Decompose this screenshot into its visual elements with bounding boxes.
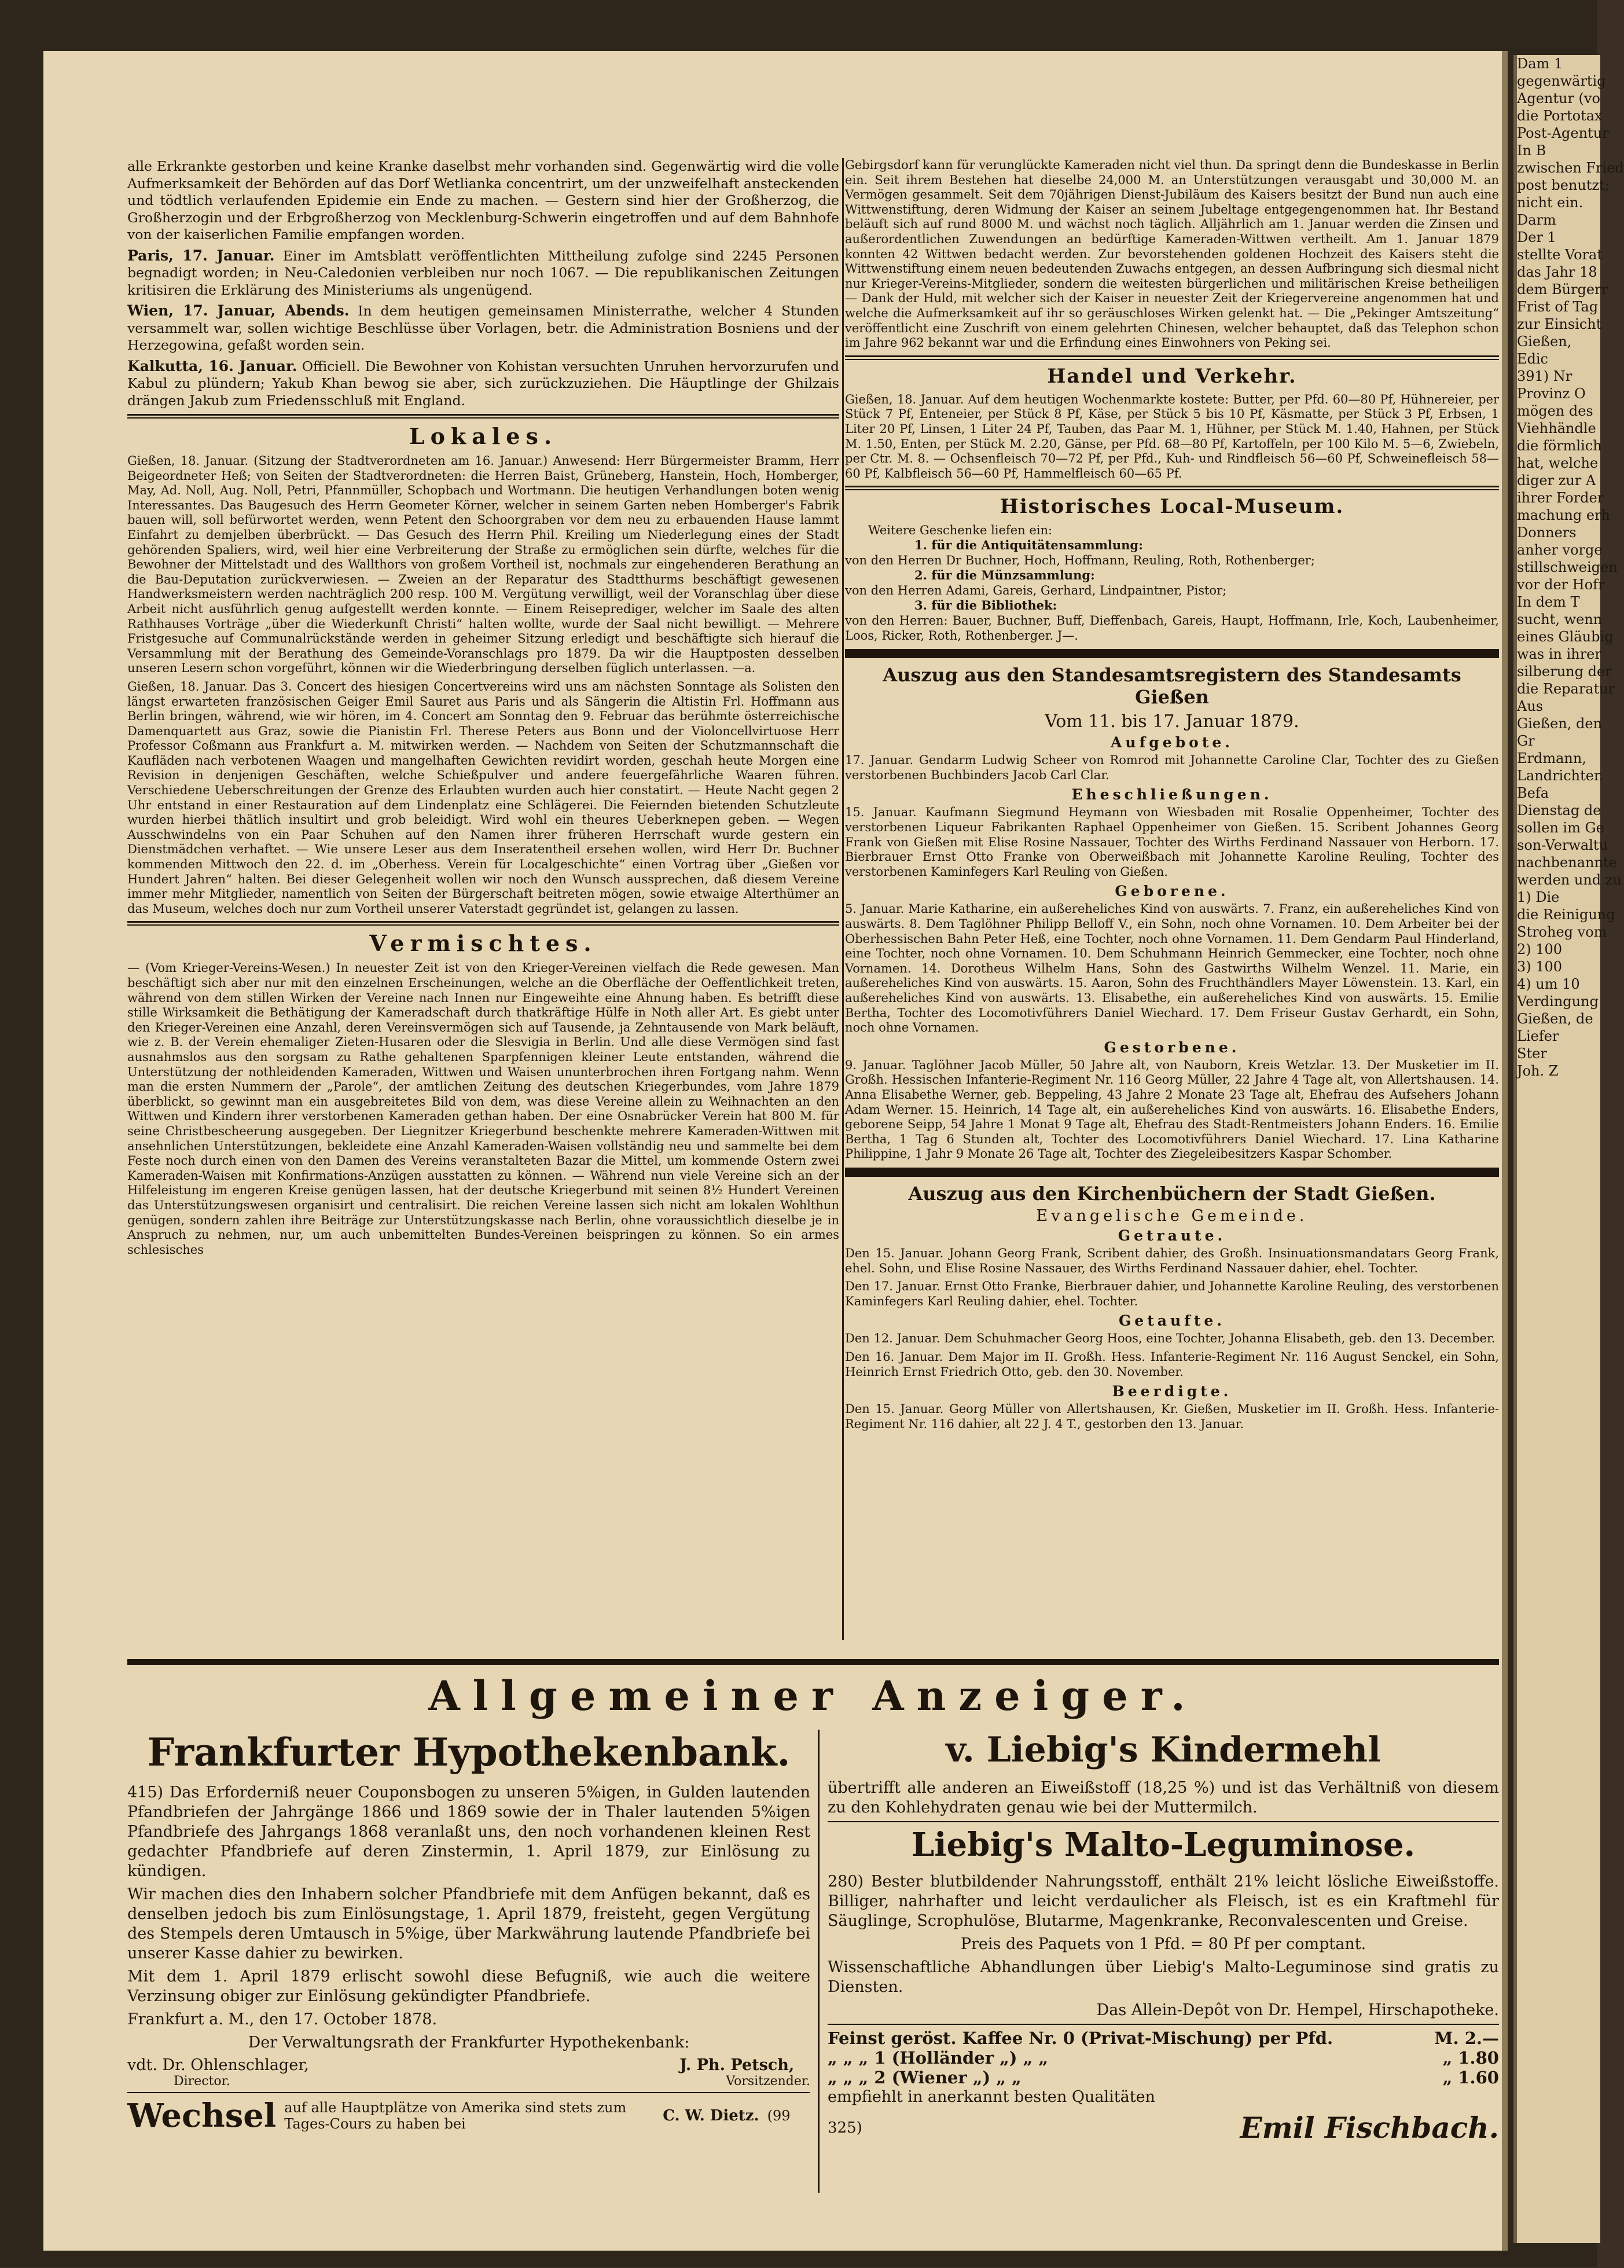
- news-text: Officiell. Die Bewohner von Kohistan versuchten Unruhen hervorzurufen und Kabul zu plündern; Yakub Khan bewog sie aber, sich zurückzuziehen. Die Häuptlinge der Ghilzais drängen Jakub zum Friedensschluß mit England.: [127, 358, 839, 409]
- edge-text-fragment: Darm: [1517, 212, 1556, 228]
- getraute-entry: Den 15. Januar. Johann Georg Frank, Scribent dahier, des Großh. Insinuationsmandatars Georg Frank, ehel. Sohn, und Elise Rosine Nassauer, des Wirths Ferdinand Nassauer dahier, ehel. Tochter.: [845, 1246, 1499, 1275]
- edge-text-fragment: 2) 100: [1517, 941, 1563, 957]
- edge-text-fragment: hat, welche: [1517, 455, 1599, 471]
- ads-column-divider: [818, 1730, 820, 2193]
- edge-text-fragment: Frist of Tag: [1517, 299, 1599, 315]
- edge-text-fragment: die Portotax: [1517, 108, 1603, 124]
- news-dateline: Paris, 17. Januar.: [127, 247, 275, 264]
- getaufte-entry: Den 12. Januar. Dem Schuhmacher Georg Hoos, eine Tochter, Johanna Elisabeth, geb. den 13. December.: [845, 1331, 1496, 1346]
- subheading-aufgebote: Aufgebote.: [1110, 734, 1234, 751]
- section-heading-kirchenbuecher: Auszug aus den Kirchenbüchern der Stadt Gießen.: [908, 1182, 1436, 1205]
- right-column: [845, 158, 1499, 1646]
- ad-wechsel: [127, 2097, 810, 2135]
- coffee-price-row: [828, 2068, 1499, 2087]
- lokales-item: Gießen, 18. Januar. Das 3. Concert des hiesigen Concertvereins wird uns am nächsten Sonntage als Solisten den längst erwarteten französischen Geiger Emil Sauret aus Paris und als Sängerin die Altistin Frl. Hoffmann aus Berlin bringen, während, wie wir hören, im 4. Concert am Sonntag den 9. Februar das berühmte österreichische Damenquartett aus Graz, sowie die Pianistin Frl. Therese Peters aus Bonn und der Violoncellvirtuose Herr Professor Coßmann aus Frankfurt a. M. mitwirken werden. — Nachdem von Seiten der Schutzmannschaft die Kaufläden nach verbotenen Waagen und mangelhaften Gewichten revidirt worden, geschah heute Morgen eine Revision in denjenigen Geschäften, welche Schießpulver und andere feuergefährliche Waaren führen. Verschiedene Ueberschreitungen der Grenze des Erlaubten wurden auch hier constatirt. — Heute Nacht gegen 2 Uhr entstand in einer Restauration auf dem Lindenplatz eine Schlägerei. Die Feiernden bietenden Schutzleute wurden hierbei thätlich insultirt und grob beleidigt. Wird wohl ein theures Ueberknepen geben. — Wegen Ausschwindelns von ein Paar Schuhen auf den Namen ihrer früheren Herrschaft wurde gestern ein Dienstmädchen verhaftet. — Wie unsere Leser aus dem Inseratentheil ersehen wollen, wird Herr Dr. Buchner kommenden Mittwoch den 22. d. im „Oberhess. Verein für Localgeschichte“ einen Vortrag über „Gießen vor Hundert Jahren“ halten. Bei dieser Gelegenheit wollen wir noch den Wunsch aussprechen, daß diesem Vereine immer mehr Mitglieder, namentlich von Seiten der Bürgerschaft beitreten mögen, sowie etwaige Alterthümer an das Museum, welches doch nur zum Vortheil unserer Vaterstadt gegründet ist, gelangen zu lassen.: [127, 679, 839, 916]
- geborene-text: 5. Januar. Marie Katharine, ein außereheliches Kind von auswärts. 7. Franz, ein außereheliches Kind von auswärts. 8. Dem Taglöhner Philipp Belloff V., ein Sohn, noch ohne Vornamen. 10. Dem Arbeiter bei der Oberhessischen Bahn Peter Heß, eine Tochter, noch ohne Vornamen. 11. Dem Gendarm Paul Hinderland, eine Tochter, noch ohne Vornamen. 10. Dem Schuhmann Heinrich Gemmecker, eine Tochter, noch ohne Vornamen. 14. Dorotheus Wilhelm Hans, Sohn des Gastwirths Wilhelm Wenzel. 11. Marie, ein außereheliches Kind von auswärts. 15. Aaron, Sohn des Fruchthändlers Mayer Löwenstein. 13. Karl, ein außereheliches Kind von auswärts. 13. Elisabethe, ein außereheliches Kind von auswärts. 15. Emilie Bertha, Tochter des Locomotivführers Daniel Wiechard. 17. Dem Friseur Gustav Gerhardt, ein Sohn, noch ohne Vornamen.: [845, 902, 1499, 1035]
- signer-name: J. Ph. Petsch,: [679, 2056, 795, 2074]
- edge-text-fragment: 3) 100: [1517, 959, 1563, 975]
- news-item-paris: [127, 247, 839, 299]
- edge-text-fragment: Agentur (vo: [1517, 90, 1600, 107]
- coffee-label: „ „ „ 1 (Holländer „) „ „: [828, 2048, 1049, 2068]
- edge-text-fragment: Gießen, de: [1517, 1011, 1593, 1027]
- newspaper-page: [43, 51, 1508, 2251]
- malto-price: Preis des Paquets von 1 Pfd. = 80 Pf per comptant.: [960, 1935, 1366, 1953]
- edge-text-fragment: Verdingung: [1517, 993, 1599, 1010]
- subheading-beerdigte: Beerdigte.: [1112, 1383, 1232, 1400]
- news-item-kalkutta: [127, 358, 839, 410]
- edge-text-fragment: Gießen,: [1517, 333, 1572, 350]
- ads-heading: Allgemeiner Anzeiger.: [428, 1672, 1198, 1720]
- edge-text-fragment: post benutzt;: [1517, 177, 1610, 193]
- edge-text-fragment: Aus: [1517, 698, 1544, 714]
- coffee-price: M. 2.—: [1434, 2028, 1499, 2048]
- edge-text-fragment: Provinz O: [1517, 386, 1586, 402]
- kindermehl-text: übertrifft alle anderen an Eiweißstoff (18,25 %) und ist das Verhältniß von diesem zu den Kohlehydraten genau wie bei der Muttermilch.: [828, 1779, 1499, 1816]
- edge-text-fragment: stellte Vorat: [1517, 247, 1603, 263]
- edge-text-fragment: son-Verwaltu: [1517, 837, 1608, 853]
- section-heading-handel: Handel und Verkehr.: [1047, 364, 1297, 388]
- section-divider: [127, 414, 839, 419]
- signer-name: vdt. Dr. Ohlenschlager,: [127, 2056, 309, 2074]
- edge-text-fragment: Erdmann,: [1517, 750, 1586, 766]
- wechsel-word: Wechsel: [127, 2097, 277, 2135]
- seller-name: Emil Fischbach.: [1240, 2111, 1499, 2145]
- subheading-gemeinde: Evangelische Gemeinde.: [1036, 1206, 1308, 1225]
- edge-text-fragment: Donners: [1517, 524, 1577, 541]
- edge-text-fragment: mögen des: [1517, 403, 1593, 419]
- edge-text-fragment: In dem T: [1517, 594, 1580, 610]
- signer-role: Vorsitzender.: [726, 2074, 810, 2089]
- ads-rule: [127, 1659, 1499, 1665]
- standesamt-date: Vom 11. bis 17. Januar 1879.: [1045, 711, 1299, 732]
- market-report: [845, 392, 1499, 482]
- museum-item: 2. für die Münzsammlung:: [914, 568, 1095, 583]
- continued-paragraph: Gebirgsdorf kann für verunglückte Kameraden nicht viel thun. Da springt denn die Bundeskasse in Berlin ein. Seit ihrem Bestehen hat dieselbe 24,000 M. an Unterstützungen verausgabt und 30,000 M. an Vermögen gesammelt. Seit dem 70jährigen Dienst-Jubiläum des Kaisers besitzt der Bund nun auch eine Wittwenstiftung, deren Widmung der Kaiser an seinem Jubeltage entgegengenommen hat. Ihr Bestand beläuft sich auf rund 8000 M. und wächst noch täglich. Alljährlich am 1. Januar werden die Zinsen und außerordentlichen Zuwendungen an bedürftige Kameraden-Wittwen vertheilt. Am 1. Januar 1879 konnten 42 Wittwen bedacht werden. Zur bevorstehenden goldenen Hochzeit des Kaisers steht die Wittwenstiftung einem neuen bedeutenden Zuwachs entgegen, an dessen Aufbringung sich diesmal nicht nur Krieger-Vereins-Mitglieder, sondern die weitesten bürgerlichen und militärischen Kreise betheiligen — Dank der Huld, mit welcher sich der Kaiser in neuester Zeit der Kriegervereine angenommen hat und welche die Aufmerksamkeit auf ihr so geräuschloses Wirken gelenkt hat. — Die „Pekinger Amtszeitung“ veröffentlicht eine Zuschrift von einem gelehrten Chinesen, welcher behauptet, daß das Telephon schon im Jahre 962 bekannt war und die Erfindung eines Einwohners von Peking sei.: [845, 158, 1499, 350]
- wechsel-firm: C. W. Dietz.: [663, 2107, 759, 2124]
- edge-text-fragment: Gr: [1517, 733, 1535, 749]
- edge-text-fragment: Landrichter.: [1517, 768, 1604, 784]
- getraute-entry: Den 17. Januar. Ernst Otto Franke, Bierbrauer dahier, und Johannette Karoline Reuling, des verstorbenen Kaminfegers Karl Reuling dahier, ehel. Tochter.: [845, 1279, 1499, 1308]
- edge-text-fragment: 4) um 10: [1517, 976, 1580, 992]
- coffee-label: „ „ „ 2 (Wiener „) „ „: [828, 2068, 1022, 2087]
- edge-text-fragment: anher vorge: [1517, 542, 1603, 558]
- section-divider: [127, 921, 839, 926]
- adjacent-page-edge: [1513, 55, 1624, 2243]
- wechsel-text: auf alle Hauptplätze von Amerika sind stets zum Tages-Cours zu haben bei: [284, 2100, 627, 2132]
- aufgebote-text: 17. Januar. Gendarm Ludwig Scheer von Romrod mit Johannette Caroline Clar, Tochter des zu Gießen verstorbenen Buchbinders Jacob Carl Clar.: [845, 753, 1499, 782]
- edge-text-fragment: sucht, wenn: [1517, 611, 1603, 627]
- coffee-label: Feinst geröst. Kaffee Nr. 0 (Privat-Mischung) per Pfd.: [828, 2028, 1333, 2048]
- section-divider: [845, 355, 1499, 360]
- edge-text-fragment: machung erh: [1517, 507, 1611, 523]
- edge-text-fragment: diger zur A: [1517, 472, 1596, 489]
- signer-role: Director.: [174, 2074, 230, 2089]
- edge-text-fragment: Dienstag de: [1517, 802, 1601, 819]
- malto-treatises: Wissenschaftliche Abhandlungen über Liebig's Malto-Leguminose sind gratis zu Diensten.: [828, 1958, 1499, 1996]
- market-prices: Gießen, 18. Januar. Auf dem heutigen Wochenmarkte kostete: Butter, per Pfd. 60—80 Pf, Hühnereier, per Stück 7 Pf, Enteneier, per Stück 8 Pf, Käse, per Stück 5 bis 10 Pf, Käsmatte, per Stück 3 Pf, Erbsen, 1 Liter 20 Pf, Linsen, 1 Liter 24 Pf, Tauben, das Paar M. 1, Hühner, per Stück M. 1.40, Hahnen, per Stück M. 1.50, Enten, per Stück M. 2.20, Gänse, per Pfd. 68—80 Pf, Kartoffeln, per 100 Kilo M. 5—6, Zwiebeln, per Ctr. M. 8. — Ochsenfleisch 70—72 Pf, per Pfd., Kuh- und Rindfleisch 56—60 Pf, Schweinefleisch 58—60 Pf, Kalbfleisch 56—60 Pf, Hammelfleisch 60—65 Pf.: [845, 392, 1499, 480]
- malto-depot: Das Allein-Depôt von Dr. Hempel, Hirschapotheke.: [1096, 2001, 1499, 2019]
- vermischtes-continued: [845, 158, 1499, 351]
- gestorbene-text: 9. Januar. Taglöhner Jacob Müller, 50 Jahre alt, von Nauborn, Kreis Wetzlar. 13. Der Musketier im II. Großh. Hessischen Infanterie-Regiment Nr. 116 Georg Müller, 22 Jahre 4 Tage alt, von Allertshausen. 14. Anna Elisabethe Werner, geb. Beppeling, 43 Jahre 2 Monate 23 Tage alt, Ehefrau des Aufsehers Johann Adam Werner. 15. Heinrich, 14 Tage alt, ein außereheliches Kind von auswärts. 16. Elisabethe Enders, geborene Seipp, 54 Jahre 1 Monat 9 Tage alt, Ehefrau des Stadt-Rentmeisters Johann Enders. 16. Emilie Bertha, 1 Tag 6 Stunden alt, Tochter des Locomotivführers Daniel Wiechard. 17. Lina Katharine Philippine, 1 Jahr 9 Monate 26 Tage alt, Tochter des Ziegeleibesitzers Kaspar Schomber.: [845, 1058, 1499, 1161]
- edge-text-fragment: was in ihrer: [1517, 646, 1601, 662]
- ad-liebig: [828, 1730, 1499, 2268]
- edge-text-fragment: stillschweigen: [1517, 559, 1618, 575]
- subheading-getaufte: Getaufte.: [1118, 1312, 1226, 1330]
- edge-text-fragment: In B: [1517, 142, 1546, 159]
- coffee-price-row: [828, 2028, 1499, 2048]
- edge-text-fragment: eines Gläubig: [1517, 629, 1614, 645]
- bank-place-date: Frankfurt a. M., den 17. October 1878.: [127, 2010, 438, 2028]
- bank-notice: Mit dem 1. April 1879 erlischt sowohl diese Befugniß, wie auch die weitere Verzinsung obiger zur Einlösung gekündigter Pfandbriefe.: [127, 1968, 810, 2005]
- section-heading-standesamt: Auszug aus den Standesamtsregistern des Standesamts Gießen: [883, 664, 1461, 709]
- malto-title: Liebig's Malto-Leguminose.: [911, 1826, 1416, 1864]
- edge-text-fragment: zwischen Fried: [1517, 160, 1624, 176]
- section-heading-vermischtes: Vermischtes.: [369, 930, 597, 957]
- lokales-section: [127, 454, 839, 916]
- left-column: [127, 158, 839, 1646]
- edge-text-fragment: gegenwärtig: [1517, 73, 1606, 89]
- edge-text-fragment: die förmlich: [1517, 438, 1602, 454]
- edge-text-fragment: werden und zu: [1517, 872, 1622, 888]
- news-text: In dem heutigen gemeinsamen Ministerrathe, welcher 4 Stunden versammelt war, sollen wichtige Beschlüsse über Vorlagen, betr. die Administration Bosniens und der Herzegowina, gefaßt worden sein.: [127, 303, 839, 353]
- edge-text-fragment: 391) Nr: [1517, 368, 1572, 384]
- edge-text-fragment: Der 1: [1517, 229, 1556, 245]
- edge-text-fragment: das Jahr 18: [1517, 264, 1597, 280]
- edge-text-fragment: Edic: [1517, 351, 1548, 367]
- museum-intro: Weitere Geschenke liefen ein:: [868, 523, 1053, 538]
- edge-text-fragment: Post-Agentur: [1517, 125, 1609, 141]
- edge-text-fragment: silberung der: [1517, 663, 1612, 680]
- ad-divider: [127, 2092, 810, 2093]
- edge-text-fragment: die Reinigung: [1517, 907, 1615, 923]
- section-heading-lokales: Lokales.: [409, 423, 558, 449]
- bank-notice: Wir machen dies den Inhabern solcher Pfandbriefe mit dem Anfügen bekannt, daß es denselben jedoch bis zum Einlösungstage, 1. April 1879, freisteht, gegen Vergütung des Stempels deren Umtausch in 5%ige, über Markwährung lautende Pfandbriefe bei unserer Kasse dahier zu bewirken.: [127, 1885, 810, 1962]
- museum-item: von den Herren Dr Buchner, Hoch, Hoffmann, Reuling, Roth, Rothenberger;: [845, 553, 1315, 568]
- ad-divider: [828, 2024, 1499, 2025]
- ad-number: 325): [828, 2119, 862, 2137]
- getaufte-entry: Den 16. Januar. Dem Major im II. Großh. Hess. Infanterie-Regiment Nr. 116 August Senckel, ein Sohn, Heinrich Ernst Friedrich Otto, geb. den 30. November.: [845, 1349, 1499, 1379]
- edge-text-fragment: Ster: [1517, 1045, 1547, 1062]
- coffee-price: „ 1.80: [1442, 2048, 1499, 2068]
- ad-hypothekenbank: [127, 1730, 810, 2268]
- news-item-wien: [127, 302, 839, 354]
- museum-item: 3. für die Bibliothek:: [914, 598, 1057, 613]
- edge-text-fragment: zur Einsicht: [1517, 316, 1602, 332]
- edge-text-fragment: dem Bürgerr: [1517, 281, 1608, 298]
- coffee-seller: [828, 2111, 1499, 2145]
- edge-text-fragment: nicht ein.: [1517, 194, 1583, 211]
- edge-text-fragment: Befa: [1517, 785, 1549, 801]
- section-divider: [845, 486, 1499, 490]
- edge-text-fragment: Stroheg vom: [1517, 924, 1607, 940]
- wechsel-number: (99: [767, 2108, 791, 2124]
- intro-paragraph: alle Erkrankte gestorben und keine Kranke daselbst mehr vorhanden sind. Gegenwärtig wird die volle Aufmerksamkeit der Behörden auf das Dorf Wetlianka concentrirt, um der unzweifelhaft ansteckenden und tödtlich verlaufenden Epidemie ein Ende zu machen. — Gestern sind hier der Großherzog, die Großherzogin und der Erbgroßherzog von Mecklenburg-Schwerin eingetroffen und auf dem Bahnhofe von der kaiserlichen Familie empfangen worden.: [127, 158, 839, 243]
- coffee-price: „ 1.60: [1442, 2068, 1499, 2087]
- standesamt-section: [845, 734, 1499, 1162]
- kirchenbuch-section: [845, 1227, 1499, 1432]
- subheading-gestorbene: Gestorbene.: [1104, 1038, 1240, 1056]
- subheading-eheschliessungen: Eheschließungen.: [1071, 786, 1273, 803]
- edge-text-fragment: Joh. Z: [1517, 1063, 1559, 1079]
- signature-right: [679, 2056, 810, 2089]
- edge-text-fragment: nachbenannte: [1517, 854, 1617, 871]
- museum-item: 1. für die Antiquitätensammlung:: [914, 538, 1143, 553]
- news-text: Einer im Amtsblatt veröffentlichten Mittheilung zufolge sind 2245 Personen begnadigt worden; in Neu-Caledonien verbleiben nur noch 1067. — Die republikanischen Zeitungen kritisiren die Erklärung des Ministeriums als ungenügend.: [127, 247, 839, 298]
- edge-text-fragment: Gießen, den: [1517, 715, 1603, 732]
- coffee-note: empfiehlt in anerkannt besten Qualitäten: [828, 2088, 1155, 2106]
- signatures: [127, 2056, 810, 2089]
- lokales-item: Gießen, 18. Januar. (Sitzung der Stadtverordneten am 16. Januar.) Anwesend: Herr Bürgermeister Bramm, Herr Beigeordneter Heß; von Seiten der Stadtverordneten: die Herren Baist, Grüneberg, Hanstein, Hoch, Homberger, May, Ad. Noll, Aug. Noll, Petri, Pfannmüller, Schopbach und Wortmann. Die heutigen Verhandlungen boten wenig Interessantes. Das Baugesuch des Herrn Geometer Körner, welcher in seinem Garten neben Homberger's Fabrik bauen will, soll befürwortet werden, wenn Petent den Schoorgraben vor dem neu zu erbauenden Hause lammt Einfahrt zu demjelben überbrückt. — Das Gesuch des Herrn Phil. Kreiling um Niederlegung eines der Stadt gehörenden Spaliers, wird, weil hier eine Verbreiterung der Straße zu ermöglichen sein dürfte, welches für die Bewohner der Mittelstadt und des Wallthors von großem Vortheil ist, nochmals zur eingehenderen Berathung an die Bau-Deputation zurückverwiesen. — Zweien an der Reparatur des Stadtthurms beschäftigt gewesenen Handwerksmeistern werden nachträglich 200 resp. 100 M. Vergütung verwilligt, weil der Voranschlag über diese Arbeit nicht ausführlich genug aufgestellt werden konnte. — Einem Reiseprediger, welcher im Saale des alten Rathhauses Vorträge „über die Wiederkunft Christi“ halten wollte, wurde der Saal nicht bewilligt. — Mehrere Fristgesuche auf Communalrückstände werden in geheimer Sitzung erledigt und beschäftigte sich hierauf die Versammlung mit der Berathung des Gemeinde-Voranschlags pro 1879. Da wir die Hauptposten desselben unseren Lesern schon vorgeführt, können wir die Wiederbringung derselben füglich unterlassen. —a.: [127, 454, 839, 676]
- beerdigte-entry: Den 15. Januar. Georg Müller von Allertshausen, Kr. Gießen, Musketier im II. Großh. Hess. Infanterie-Regiment Nr. 116 dahier, alt 22 J. 4 T., gestorben den 13. Januar.: [845, 1402, 1499, 1431]
- kindermehl-title: v. Liebig's Kindermehl: [946, 1730, 1381, 1770]
- edge-text-fragment: Viehhändle: [1517, 420, 1596, 436]
- edge-text-fragment: die Reparatur: [1517, 681, 1615, 697]
- heavy-rule: [845, 649, 1499, 658]
- edge-text-fragment: Dam 1: [1517, 56, 1563, 72]
- vermischtes-section: [127, 961, 839, 1257]
- edge-text-fragment: vor der Hofr: [1517, 577, 1605, 593]
- section-heading-museum: Historisches Local-Museum.: [1000, 495, 1344, 519]
- edge-text-fragment: 1) Die: [1517, 889, 1560, 905]
- edge-text-fragment: ihrer Forder: [1517, 490, 1604, 506]
- news-dateline: Kalkutta, 16. Januar.: [127, 357, 297, 375]
- heavy-rule: [845, 1168, 1499, 1177]
- ad-divider: [828, 1821, 1499, 1822]
- edge-text-fragment: sollen im Ge: [1517, 820, 1604, 836]
- bank-name: Frankfurter Hypothekenbank.: [147, 1730, 791, 1775]
- museum-item: von den Herren Adami, Gareis, Gerhard, Lindpaintner, Pistor;: [845, 583, 1227, 598]
- vermischtes-item: — (Vom Krieger-Vereins-Wesen.) In neuester Zeit ist von den Krieger-Vereinen vielfach die Rede gewesen. Man beschäftigt sich aber nur mit den einzelnen Erscheinungen, welche an die Oberfläche der Oeffentlichkeit treten, während von dem stillen Wirken der Vereine nach Innen nur Eingeweihte eine Ahnung haben. Es betrifft diese stille Wirksamkeit die Bethätigung der Kameradschaft durch thatkräftige Hülfe in Noth aller Art. Es giebt unter den Krieger-Vereinen eine Anzahl, deren Vereinsvermögen sich auf Tausende, ja Zehntausende von Mark beläuft, wie z. B. der Verein ehemaliger Zieten-Husaren oder die Slesvigia in Berlin. Und alle diese Vermögen sind fast ausnahmslos aus den sorgsam zu Rathe gehaltenen Sparpfennigen kleiner Leute entstanden, während die Unterstützung der nothleidenden Kameraden, Wittwen und Waisen ununterbrochen ihren Fortgang nahm. Wenn man die ersten Nummern der „Parole“, der amtlichen Zeitung des deutschen Kriegerbundes, vom Jahre 1879 überblickt, so gewinnt man ein ausgebreitetes Bild von dem, was diese Vereine allein zu Weihnachten an den Wittwen und Kindern ihrer verstorbenen Kameraden gethan haben. Der eine Osnabrücker Verein hat 800 M. für seine Christbescheerung ausgegeben. Der Liegnitzer Kriegerbund beschenkte mehrere Kameraden-Wittwen mit ansehnlichen Unterstützungen, bekleidete eine Anzahl Kameraden-Waisen vollständig neu und sammelte bei dem Feste noch durch einen von den Damen des Vereins veranstalteten Bazar die Mittel, um kommende Ostern zwei Kameraden-Waisen mit Konfirmations-Anzügen ausstatten zu können. — Während nun viele Vereine sich an der Hilfeleistung im engeren Kreise genügen lassen, hat der deutsche Kriegerbund mit seinen 8½ Hundert Vereinen das Unterstützungswesen organisirt und centralisirt. Die reichen Vereine lassen sich nicht am lokalen Wohlthun genügen, sondern zahlen ihre Beiträge zur Unterstützungskasse nach Berlin, ohne voraussichtlich dieselbe je in Anspruch zu nehmen, nur, um auch unbemittelten Bundes-Vereinen beispringen zu können. So ein armes schlesisches: [127, 961, 839, 1257]
- bank-board: Der Verwaltungsrath der Frankfurter Hypothekenbank:: [248, 2034, 690, 2052]
- signature-left: [127, 2056, 309, 2089]
- subheading-geborene: Geborene.: [1115, 883, 1229, 900]
- coffee-price-row: [828, 2048, 1499, 2068]
- bank-notice: 415) Das Erforderniß neuer Couponsbogen zu unseren 5%igen, in Gulden lautenden Pfandbriefen der Jahrgänge 1866 und 1869 sowie der in Thaler lautenden 5%igen Pfandbriefe des Jahrgangs 1868 veranlaßt uns, den noch vorhandenen kleinen Rest gedachter Pfandbriefe auf deren Zinstermin, 1. April 1879, zur Einlösung zu kündigen.: [127, 1783, 810, 1880]
- museum-item: von den Herren: Bauer, Buchner, Buff, Dieffenbach, Gareis, Haupt, Hoffmann, Irle, Koch, Laubenheimer, Loos, Ricker, Roth, Rothenberger. J—.: [845, 614, 1499, 643]
- column-divider: [842, 158, 844, 1640]
- malto-text: 280) Bester blutbildender Nahrungsstoff, enthält 21% leicht lösliche Eiweißstoffe. Billiger, nahrhafter und leicht verdaulicher als Fleisch, ist es ein Kraftmehl für Säuglinge, Scrophulöse, Blutarme, Magenkranke, Reconvalescenten und Greise.: [828, 1873, 1499, 1930]
- eheschliessungen-text: 15. Januar. Kaufmann Siegmund Heymann von Wiesbaden mit Rosalie Oppenheimer, Tochter des verstorbenen Liqueur Fabrikanten Raphael Oppenheimer von Gießen. 15. Scribent Johannes Georg Frank von Gießen mit Elise Rosine Nassauer, Tochter des Wirths Ferdinand Nassauer von Herborn. 17. Bierbrauer Ernst Otto Franke von Oberweißbach mit Johannette Karoline Reuling, Tochter des verstorbenen Kaminfegers Karl Reuling von Gießen.: [845, 805, 1499, 879]
- news-dateline: Wien, 17. Januar, Abends.: [127, 302, 350, 319]
- edge-text-fragment: Liefer: [1517, 1028, 1559, 1044]
- subheading-getraute: Getraute.: [1118, 1227, 1226, 1244]
